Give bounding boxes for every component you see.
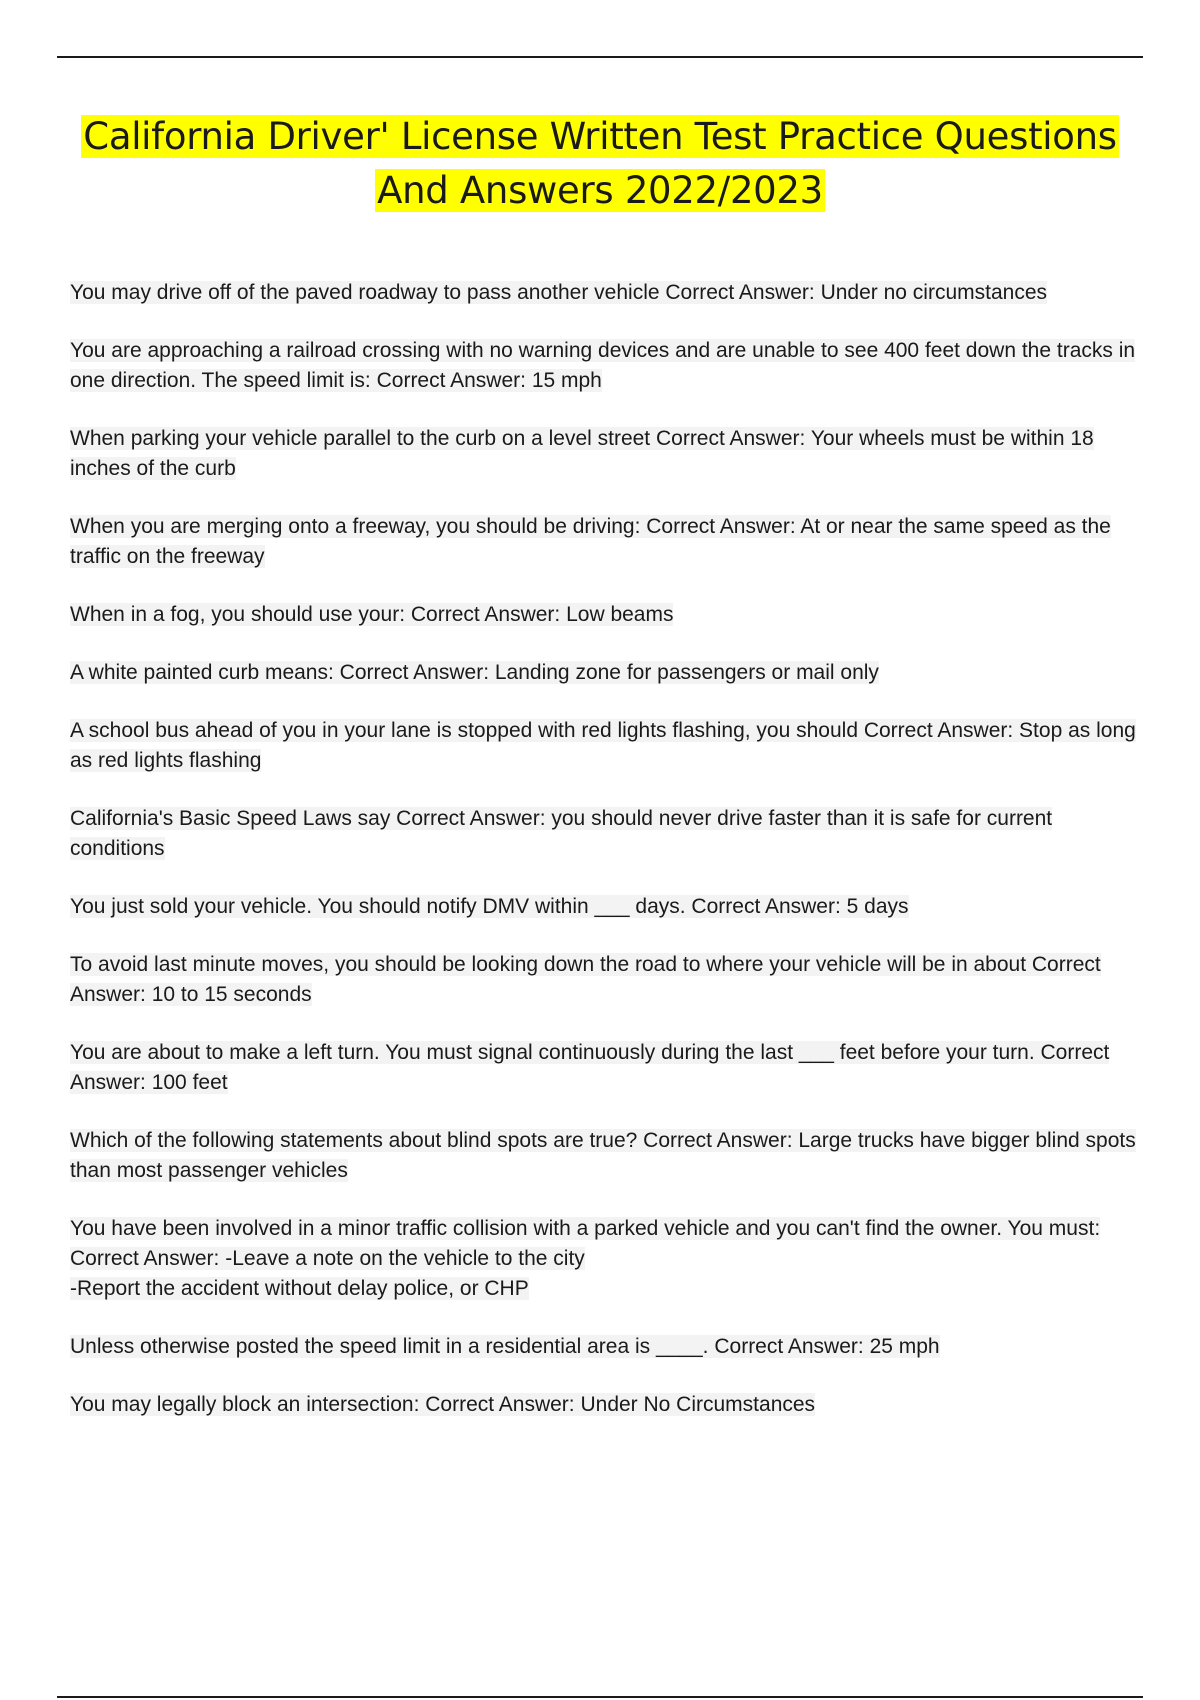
qa-text: You have been involved in a minor traffic collision with a parked vehicle and you can't find the owner. You must: Correct Answer: -Leave a note on the vehicle to the city -Report the accident without delay police, or CHP	[70, 1217, 1101, 1300]
list-item	[70, 278, 1150, 308]
list-item	[70, 1332, 1150, 1362]
qa-text: Which of the following statements about blind spots are true? Correct Answer: Large trucks have bigger blind spots than most passenger vehicles	[70, 1129, 1136, 1182]
list-item	[70, 1038, 1150, 1098]
qa-text: You just sold your vehicle. You should notify DMV within ___ days. Correct Answer: 5 days	[70, 895, 909, 918]
qa-list	[70, 278, 1150, 1448]
page-title	[60, 110, 1140, 218]
qa-text: When parking your vehicle parallel to the curb on a level street Correct Answer: Your wheels must be within 18 inches of the curb	[70, 427, 1094, 480]
list-item	[70, 1390, 1150, 1420]
list-item	[70, 336, 1150, 396]
qa-text: You are about to make a left turn. You must signal continuously during the last ___ feet before your turn. Correct Answer: 100 feet	[70, 1041, 1110, 1094]
top-rule	[57, 56, 1143, 58]
list-item	[70, 716, 1150, 776]
list-item	[70, 1214, 1150, 1304]
list-item	[70, 804, 1150, 864]
title-line-2: And Answers 2022/2023	[377, 169, 823, 212]
qa-text: When you are merging onto a freeway, you should be driving: Correct Answer: At or near the same speed as the traffic on the freeway	[70, 515, 1111, 568]
list-item	[70, 512, 1150, 572]
qa-text: To avoid last minute moves, you should be looking down the road to where your vehicle will be in about Correct Answer: 10 to 15 seconds	[70, 953, 1101, 1006]
bottom-rule	[57, 1696, 1143, 1698]
qa-text: California's Basic Speed Laws say Correct Answer: you should never drive faster than it is safe for current conditions	[70, 807, 1053, 860]
qa-text: A white painted curb means: Correct Answer: Landing zone for passengers or mail only	[70, 661, 879, 684]
list-item	[70, 658, 1150, 688]
list-item	[70, 950, 1150, 1010]
title-line-1: California Driver' License Written Test Practice Questions	[83, 115, 1117, 158]
list-item	[70, 1126, 1150, 1186]
qa-text: You may drive off of the paved roadway to pass another vehicle Correct Answer: Under no circumstances	[70, 281, 1048, 304]
qa-text: You are approaching a railroad crossing with no warning devices and are unable to see 400 feet down the tracks in one direction. The speed limit is: Correct Answer: 15 mph	[70, 339, 1136, 392]
qa-text: When in a fog, you should use your: Correct Answer: Low beams	[70, 603, 674, 626]
list-item	[70, 424, 1150, 484]
list-item	[70, 892, 1150, 922]
qa-text: Unless otherwise posted the speed limit in a residential area is ____. Correct Answer: 25 mph	[70, 1335, 940, 1358]
qa-text: You may legally block an intersection: Correct Answer: Under No Circumstances	[70, 1393, 816, 1416]
list-item	[70, 600, 1150, 630]
qa-text: A school bus ahead of you in your lane is stopped with red lights flashing, you should Correct Answer: Stop as long as red lights flashing	[70, 719, 1136, 772]
